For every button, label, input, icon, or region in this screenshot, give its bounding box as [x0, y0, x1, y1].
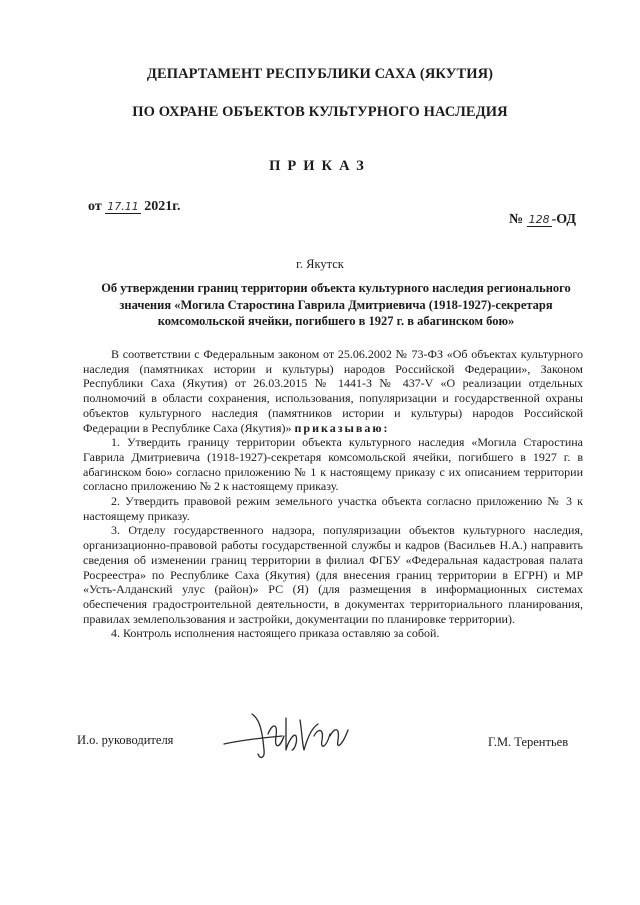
date-year: 2021г. — [144, 199, 181, 214]
order-title: Об утверждении границ территории объекта культурного наследия регионального значения «Могила Старостина Гаврила Дмитриевича (1918-1927)-секретаря комсомольской ячейки, погибшего в 1927 г. в абагинском бою» — [101, 281, 571, 328]
order-item-1: 1. Утвердить границу территории объекта культурного наследия «Могила Старостина Гаврила Дмитриевича (1918-1927)-секретаря комсомольской ячейки, погибшего в 1927 г. в абагинском бою» согласно приложению № 1 к настоящему приказу с их описанием территории согласно приложению № 2 к настоящему приказу. — [83, 435, 583, 494]
preamble — [83, 347, 583, 435]
date-prefix: от — [88, 199, 102, 214]
order-item-3: 3. Отделу государственного надзора, популяризации объектов культурного наследия, организационно-правовой работы государственной службы и кадров (Васильев Н.А.) направить сведения об изменении границ территории в филиал ФГБУ «Федеральная кадастровая палата Росреестра» по Республике Саха (Якутия) (для внесения границ территории в ЕГРН) и МР «Усть-Алданский улус (район)» РС (Я) (для размещения в информационных системах обеспечения градостроительной деятельности, в документах территориального планирования, правилах землепользования и застройки, документации по планировке территории). — [83, 523, 583, 626]
order-date — [88, 199, 180, 215]
document-type: ПРИКАЗ — [269, 158, 371, 174]
department-name: ДЕПАРТАМЕНТ РЕСПУБЛИКИ САХА (ЯКУТИЯ) — [146, 66, 494, 82]
handwritten-signature — [222, 706, 352, 766]
signatory-name: Г.М. Терентьев — [488, 735, 569, 749]
signatory-role: И.о. руководителя — [77, 733, 174, 747]
preamble-text: В соответствии с Федеральным законом от 25.06.2002 № 73-ФЗ «Об объектах культурного наследия (памятниках истории и культуры) народов Российской Федерации», Законом Республики Саха (Якутия) от 26.03.2015 № 1441-З № 437-V «О реализации отдельных полномочий в области сохранения, использования, популяризации и государственной охраны объектов культурного наследия (памятников истории и культуры) народов Российской Федерации в Республике Саха (Якутия)» — [83, 347, 583, 435]
prikazyvayu-word: приказываю: — [294, 420, 390, 435]
order-item-2: 2. Утвердить правовой режим земельного участка объекта согласно приложению № 3 к настоящему приказу. — [83, 494, 583, 523]
number-handwritten: 128 — [528, 213, 550, 226]
order-item-4: 4. Контроль исполнения настоящего приказа оставляю за собой. — [111, 626, 440, 641]
order-body — [83, 347, 583, 641]
date-handwritten: 17.11 — [107, 200, 139, 213]
number-prefix: № — [509, 212, 524, 227]
city: г. Якутск — [296, 257, 344, 271]
order-number — [509, 212, 576, 228]
number-suffix: -ОД — [551, 212, 577, 227]
department-subtitle: ПО ОХРАНЕ ОБЪЕКТОВ КУЛЬТУРНОГО НАСЛЕДИЯ — [132, 104, 508, 120]
